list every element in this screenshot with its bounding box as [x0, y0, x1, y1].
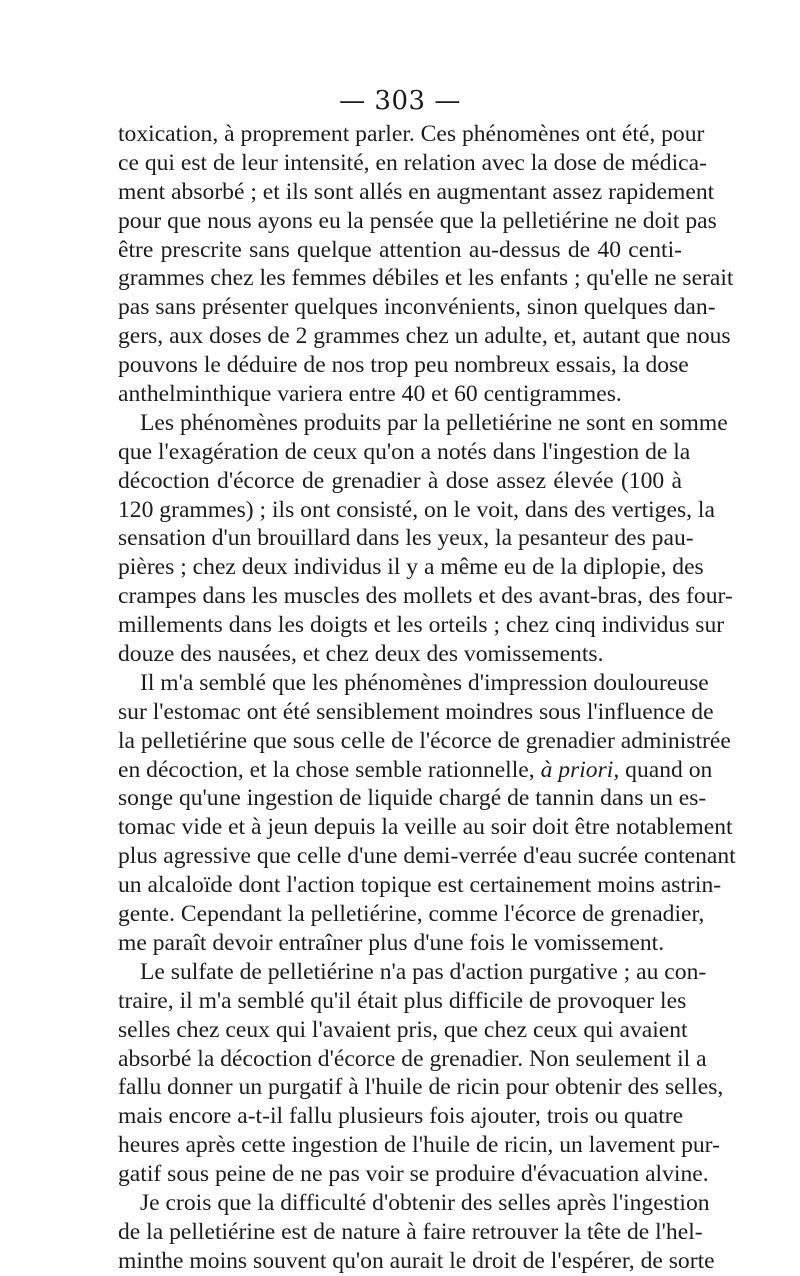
text-line: être prescrite sans quelque attention au-dessus de 40 centi-: [118, 236, 682, 263]
text-run: quand on: [625, 756, 713, 783]
text-line: 120 grammes) ; ils ont consisté, on le voit, dans des vertiges, la: [118, 496, 715, 523]
text-line: plus agressive que celle d'une demi-verrée d'eau sucrée contenant: [118, 843, 736, 870]
text-line: gatif sous peine de ne pas voir se produire d'évacuation alvine.: [118, 1161, 709, 1188]
text-line: pas sans présenter quelques inconvénients, sinon quelques dan-: [118, 294, 716, 321]
text-line: fallu donner un purgatif à l'huile de ricin pour obtenir des selles,: [118, 1074, 724, 1101]
text-line: sur l'estomac ont été sensiblement moindres sous l'influence de: [118, 698, 714, 725]
text-line: anthelminthique variera entre 40 et 60 centigrammes.: [118, 381, 622, 408]
text-line: traire, il m'a semblé qu'il était plus difficile de provoquer les: [118, 987, 687, 1014]
text-line: Les phénomènes produits par la pelletiérine ne sont en somme: [140, 409, 728, 436]
text-line: sensation d'un brouillard dans les yeux, la pesanteur des pau-: [118, 525, 694, 552]
paragraph: [118, 958, 724, 1189]
text-line: un alcaloïde dont l'action topique est certainement moins astrin-: [118, 872, 722, 899]
paragraph: [118, 409, 733, 669]
text-line: gers, aux doses de 2 grammes chez un adulte, et, autant que nous: [118, 323, 731, 350]
page-number: — 303 —: [339, 86, 461, 116]
text-line: Le sulfate de pelletiérine n'a pas d'action purgative ; au con-: [140, 958, 707, 985]
text-line: toxication, à proprement parler. Ces phénomènes ont été, pour: [118, 121, 705, 147]
text-line-with-emphasis: [118, 756, 713, 785]
text-line: absorbé la décoction d'écorce de grenadier. Non seulement il a: [118, 1045, 707, 1072]
text-line: selles chez ceux qui l'avaient pris, que chez ceux qui avaient: [118, 1016, 688, 1043]
text-line: pour que nous ayons eu la pensée que la pelletiérine ne doit pas: [118, 207, 717, 234]
text-run: en décoction, et la chose semble rationnelle,: [118, 756, 535, 783]
text-line: heures après cette ingestion de l'huile de ricin, un lavement pur-: [118, 1132, 720, 1159]
italic-text: à priori,: [540, 756, 620, 783]
text-line: que l'exagération de ceux qu'on a notés dans l'ingestion de la: [118, 438, 691, 465]
text-line: la pelletiérine que sous celle de l'écorce de grenadier administrée: [118, 727, 731, 754]
text-line: ce qui est de leur intensité, en relation avec la dose de médica-: [118, 149, 707, 176]
text-line: songe qu'une ingestion de liquide chargé de tannin dans un es-: [118, 785, 707, 812]
text-line: gente. Cependant la pelletiérine, comme l'écorce de grenadier,: [118, 901, 705, 928]
text-line: pières ; chez deux individus il y a même eu de la diplopie, des: [118, 554, 704, 581]
text-line: tomac vide et à jeun depuis la veille au soir doit être notablement: [118, 814, 733, 841]
text-line: décoction d'écorce de grenadier à dose assez élevée (100 à: [118, 467, 682, 494]
text-line: douze des nausées, et chez deux des vomissements.: [118, 641, 604, 668]
paragraph: [118, 120, 734, 409]
text-line: pouvons le déduire de nos trop peu nombreux essais, la dose: [118, 352, 689, 379]
text-line: ment absorbé ; et ils sont allés en augmentant assez rapidement: [118, 178, 715, 205]
text-line: Il m'a semblé que les phénomènes d'impression douloureuse: [140, 669, 709, 696]
text-line: grammes chez les femmes débiles et les enfants ; qu'elle ne serait: [118, 265, 734, 292]
text-line: crampes dans les muscles des mollets et des avant-bras, des four-: [118, 583, 733, 610]
text-line: millements dans les doigts et les orteils ; chez cinq individus sur: [118, 612, 725, 639]
text-line: de la pelletiérine est de nature à faire retrouver la tête de l'hel-: [118, 1218, 703, 1245]
paragraph: [118, 669, 736, 958]
body-text: [118, 120, 736, 1276]
text-line: Je crois que la difficulté d'obtenir des selles après l'ingestion: [140, 1189, 710, 1216]
paragraph: [118, 1189, 715, 1276]
text-line: me paraît devoir entraîner plus d'une fois le vomissement.: [118, 929, 665, 956]
text-line: minthe moins souvent qu'on aurait le droit de l'espérer, de sorte: [118, 1247, 715, 1274]
text-line: mais encore a-t-il fallu plusieurs fois ajouter, trois ou quatre: [118, 1103, 684, 1130]
